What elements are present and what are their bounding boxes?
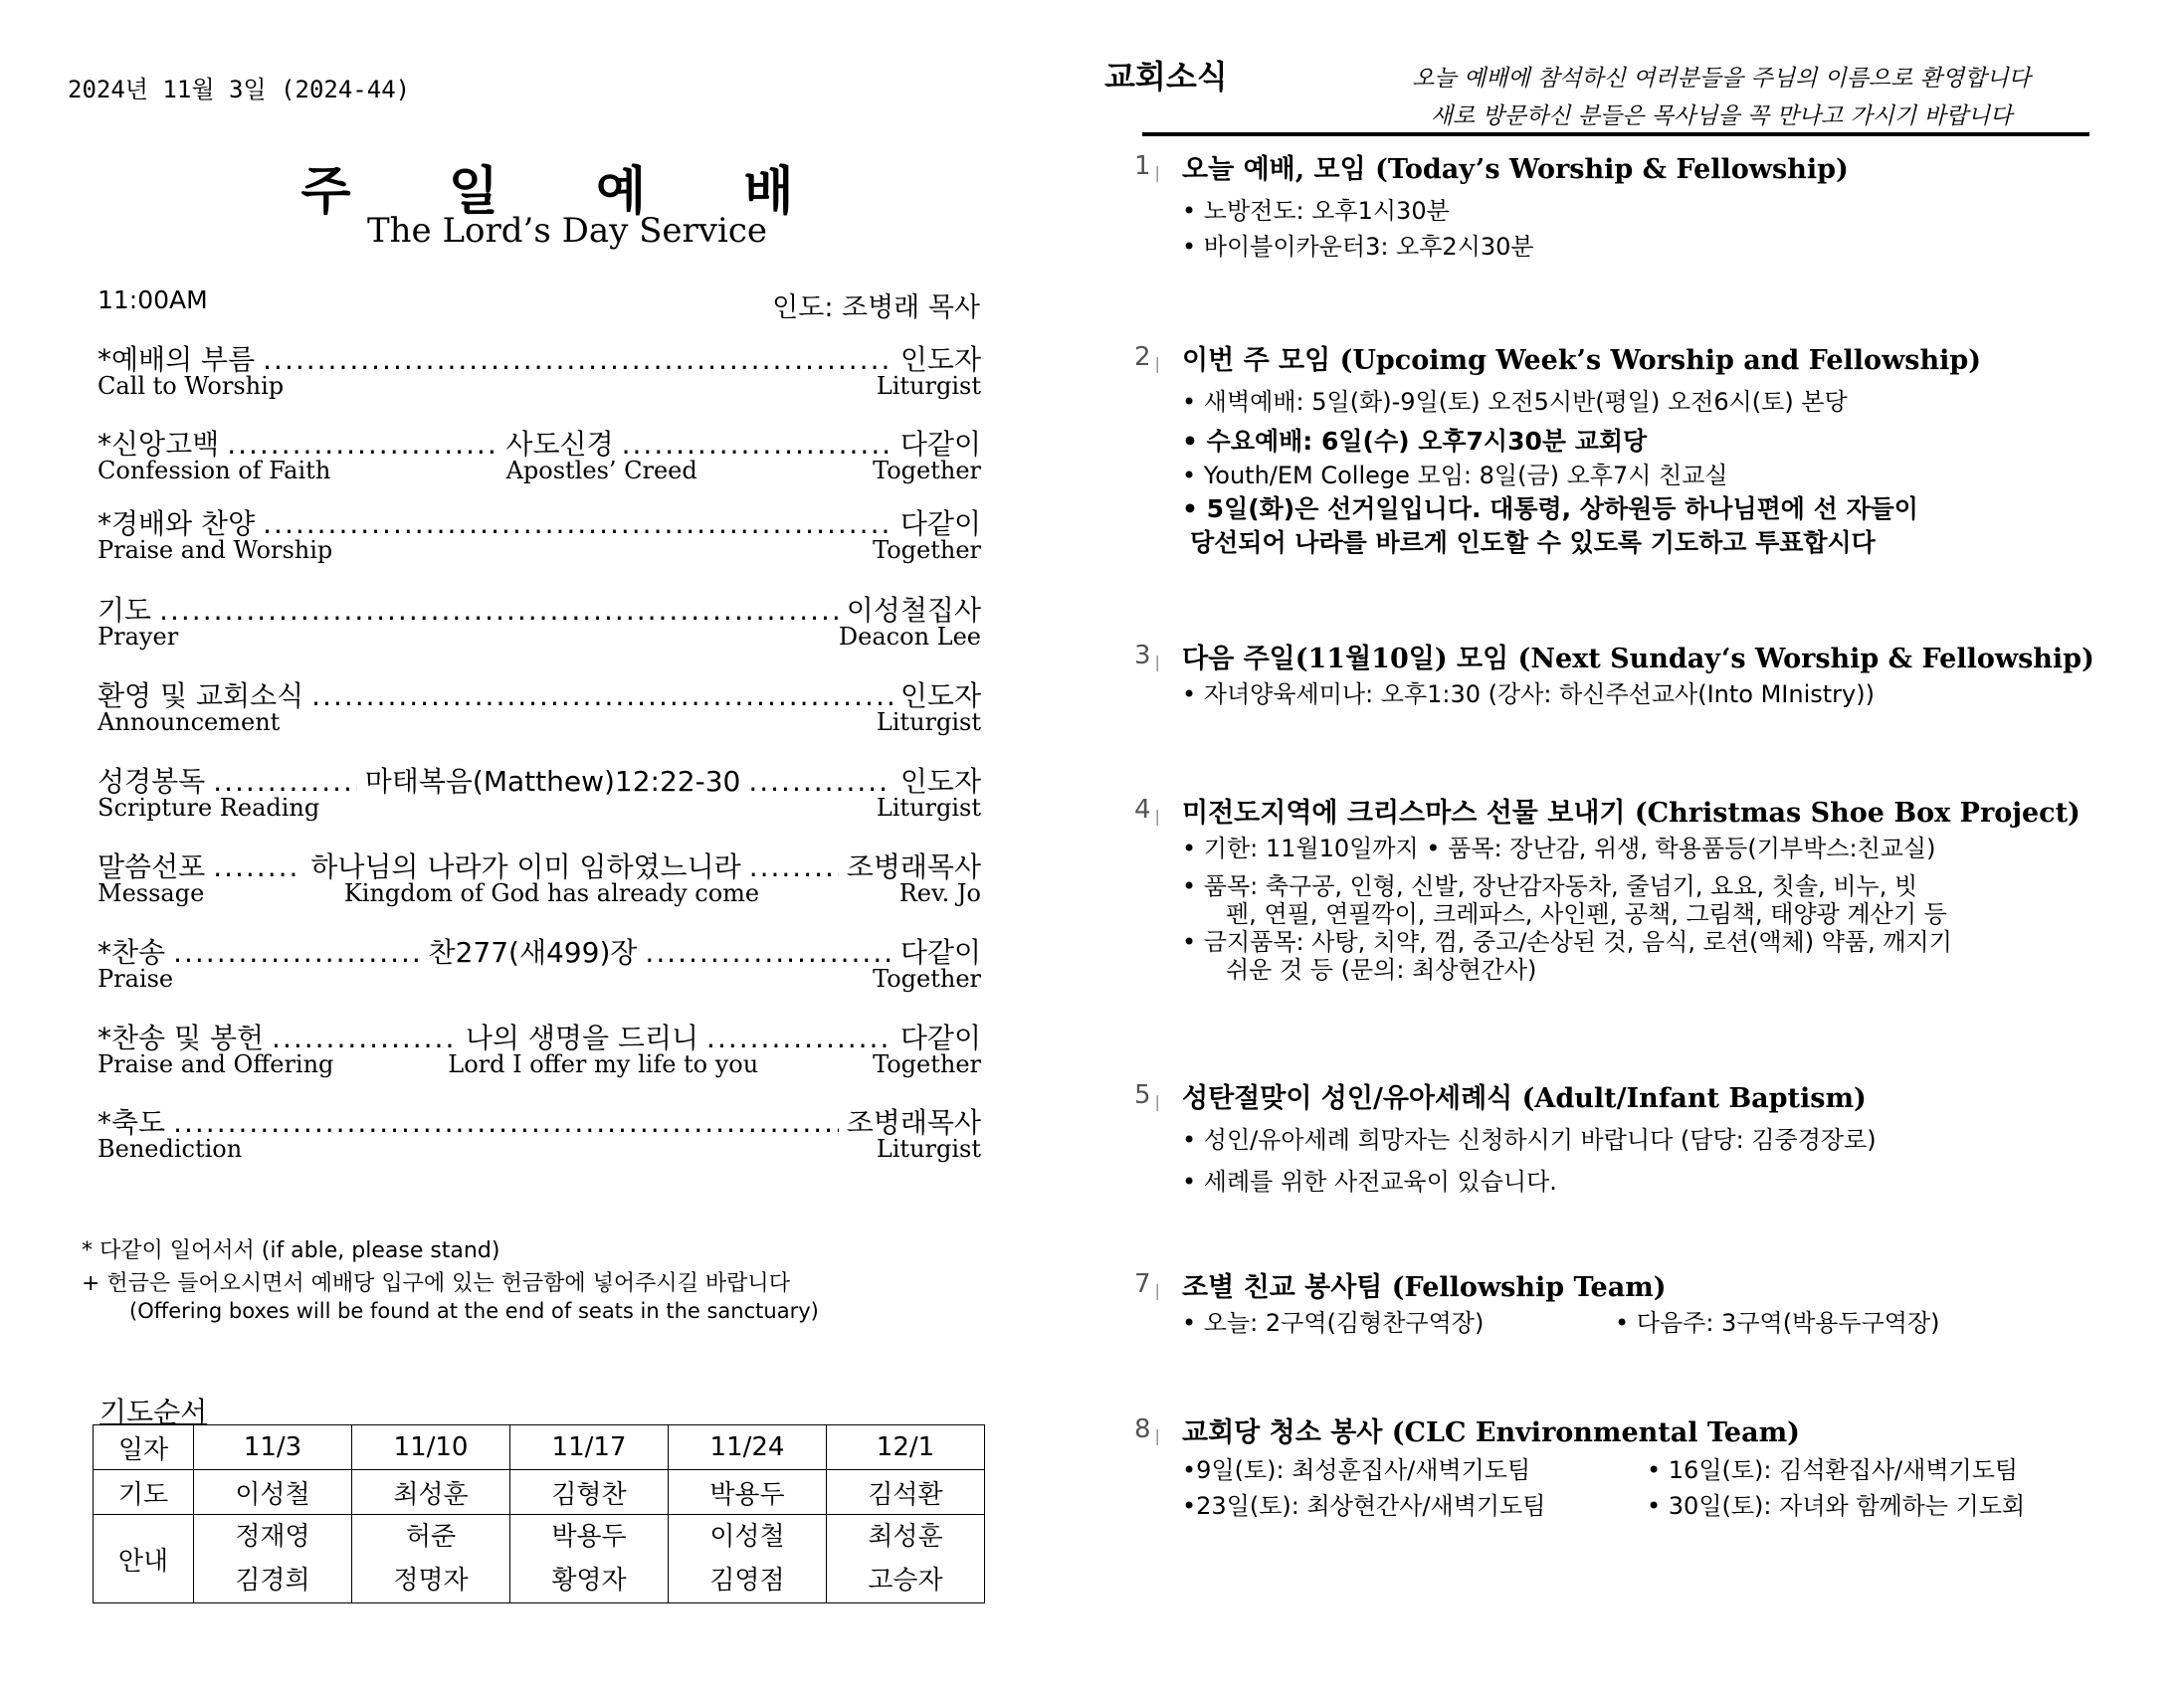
table-cell: 11/17 [510, 1425, 669, 1470]
order-item-korean [98, 1101, 981, 1139]
order-leader-korean: 조병래목사 [846, 850, 982, 883]
section-item-continued: 펜, 연필, 연필깍이, 크레파스, 사인펜, 공책, 그림책, 태양광 계산기 등 [1226, 900, 1947, 928]
order-item-korean [98, 931, 981, 969]
order-leader-english: Together [873, 457, 981, 484]
section-item-continued: 쉬운 것 등 (문의: 최상현간사) [1226, 956, 1537, 984]
section-number: 5 | [1134, 1080, 1160, 1110]
section-item: •23일(토): 최상현간사/새벽기도팀 [1182, 1492, 1546, 1520]
section-item: • 16일(토): 김석환집사/새벽기도팀 [1647, 1456, 2019, 1484]
order-part-korean: 환영 및 교회소식 [98, 679, 304, 712]
order-detail-english: Lord I offer my life to you [448, 1050, 759, 1078]
order-part-english: Message [98, 879, 205, 907]
order-item-english [98, 965, 981, 993]
order-item-english [98, 536, 981, 564]
table-cell: 최성훈 [352, 1470, 510, 1515]
order-leader-english: Liturgist [876, 708, 981, 736]
table-cell: 김석환 [827, 1470, 985, 1515]
section-item-continued: 당선되어 나라를 바르게 인도할 수 있도록 기도하고 투표합시다 [1190, 528, 1876, 557]
order-leader-korean: 조병래목사 [846, 1106, 981, 1139]
order-part-korean: *축도 [98, 1106, 166, 1139]
usher-name: 정재영 [235, 1522, 310, 1552]
section-heading: 미전도지역에 크리스마스 선물 보내기 (Christmas Shoe Box Project) [1182, 798, 2081, 829]
table-cell: 12/1 [827, 1425, 985, 1470]
prayer-schedule-table [93, 1424, 985, 1603]
section-number: 8 | [1134, 1414, 1160, 1444]
order-item-english [98, 708, 981, 736]
order-leader-korean: 다같이 [899, 428, 981, 461]
order-item-korean [98, 1017, 982, 1054]
usher-name: 박용두 [551, 1522, 627, 1552]
section-item: • 세례를 위한 사전교육이 있습니다. [1182, 1168, 1557, 1196]
usher-name: 이성철 [709, 1522, 785, 1552]
table-cell: 기도 [94, 1470, 194, 1515]
table-cell [194, 1515, 352, 1603]
table-cell: 일자 [94, 1425, 194, 1470]
header-divider [1142, 132, 2089, 136]
table-cell [827, 1515, 985, 1603]
order-part-korean: *찬송 및 봉헌 [98, 1022, 265, 1054]
order-detail-korean: 찬277(새499)장 [428, 936, 638, 969]
order-part-korean: *경배와 찬양 [98, 507, 256, 540]
offering-note: + 헌금은 들어오시면서 예배당 입구에 있는 헌금함에 넣어주시길 바랍니다 [82, 1271, 790, 1296]
order-part-english: Prayer [98, 623, 179, 651]
order-item-korean [98, 674, 981, 712]
order-item-korean [98, 338, 981, 376]
order-item-korean [98, 589, 981, 627]
section-item: • 바이블이카운터3: 오후2시30분 [1182, 233, 1534, 261]
order-detail-english: Kingdom of God has already come [343, 879, 760, 907]
order-item [98, 931, 981, 993]
table-cell [352, 1515, 510, 1603]
order-detail-english [319, 794, 877, 822]
order-detail-korean: 나의 생명을 드리니 [465, 1022, 699, 1054]
order-item-english [98, 1135, 981, 1163]
order-part-english: Benediction [98, 1135, 243, 1163]
section-heading: 조별 친교 봉사팀 (Fellowship Team) [1182, 1272, 1667, 1303]
order-item [98, 1017, 981, 1078]
table-row [94, 1515, 985, 1603]
order-detail-english [280, 708, 876, 736]
section-item: • 기한: 11월10일까지 • 품목: 장난감, 위생, 학용품등(기부박스:친교실) [1182, 835, 1936, 862]
order-item [98, 423, 981, 484]
stand-note: * 다같이 일어서서 (if able, please stand) [82, 1238, 500, 1263]
order-leader-korean: 인도자 [899, 343, 981, 376]
order-item-english [98, 457, 981, 484]
order-leader-english: Liturgist [876, 372, 981, 400]
section-item: • 5일(화)은 선거일입니다. 대통령, 상하원등 하나님편에 선 자들이 [1182, 494, 1918, 523]
welcome-line-2: 새로 방문하신 분들은 목사님을 꼭 만나고 가시기 바랍니다 [1430, 103, 2013, 129]
table-cell [669, 1515, 827, 1603]
order-item-english [98, 1050, 981, 1078]
order-item-english [98, 794, 981, 822]
section-number: 3 | [1134, 641, 1160, 670]
table-cell: 이성철 [194, 1470, 352, 1515]
order-leader-korean: 다같이 [899, 936, 981, 969]
service-leader: 인도: 조병래 목사 [772, 292, 980, 323]
order-detail-korean: 마태복음(Matthew)12:22-30 [364, 765, 741, 798]
prayer-schedule-title: 기도순서 [99, 1396, 208, 1428]
order-detail-english [332, 536, 873, 564]
order-leader-english: Liturgist [876, 794, 981, 822]
order-leader-korean: 이성철집사 [846, 594, 981, 627]
order-detail-english [284, 372, 877, 400]
order-detail-korean: 하나님의 나라가 이미 임하였느니라 [310, 850, 741, 883]
section-item: • 노방전도: 오후1시30분 [1182, 197, 1450, 225]
order-part-korean: *찬송 [98, 936, 166, 969]
table-cell: 11/24 [669, 1425, 827, 1470]
order-detail-english [242, 1135, 877, 1163]
section-heading: 다음 주일(11월10일) 모임 (Next Sunday‘s Worship & Fellowship) [1182, 644, 2094, 674]
order-item [98, 338, 981, 400]
section-heading: 이번 주 모임 (Upcoimg Week’s Worship and Fellowship) [1182, 345, 1982, 376]
table-row [94, 1425, 985, 1470]
order-leader-english: Deacon Lee [838, 623, 981, 651]
order-part-english: Scripture Reading [98, 794, 320, 822]
order-part-korean: *예배의 부름 [98, 343, 256, 376]
section-item: • 품목: 축구공, 인형, 신발, 장난감자동차, 줄넘기, 요요, 칫솔, 비누, 빗 [1182, 872, 1918, 900]
order-item-english [98, 372, 981, 400]
order-leader-korean: 인도자 [899, 765, 982, 798]
order-leader-english: Together [873, 1050, 981, 1078]
section-item: • 오늘: 2구역(김형찬구역장) [1182, 1309, 1485, 1337]
section-heading: 교회당 청소 봉사 (CLC Environmental Team) [1182, 1417, 1800, 1448]
order-leader-english: Together [873, 536, 981, 564]
order-item [98, 1101, 981, 1163]
order-item-korean [98, 423, 981, 461]
table-cell: 안내 [94, 1515, 194, 1603]
order-leader-english: Liturgist [876, 1135, 981, 1163]
section-item: • 다음주: 3구역(박용두구역장) [1615, 1309, 1940, 1337]
section-item: • 수요예배: 6일(수) 오후7시30분 교회당 [1182, 427, 1648, 456]
bulletin-date: 2024년 11월 3일 (2024-44) [68, 76, 411, 103]
order-part-english: Praise and Offering [98, 1050, 334, 1078]
usher-name: 황영자 [551, 1566, 627, 1596]
usher-name: 최성훈 [868, 1522, 943, 1552]
section-number: 1 | [1134, 151, 1160, 181]
order-item-korean [98, 760, 982, 798]
order-detail-korean: 사도신경 [505, 428, 614, 461]
table-row [94, 1470, 985, 1515]
section-number: 2 | [1134, 342, 1160, 372]
order-part-korean: 성경봉독 [98, 765, 206, 798]
table-cell: 11/10 [352, 1425, 510, 1470]
order-item [98, 589, 981, 651]
order-leader-korean: 다같이 [899, 1022, 982, 1054]
order-part-english: Announcement [98, 708, 281, 736]
service-time: 11:00AM [98, 285, 208, 314]
section-item: • 성인/유아세례 희망자는 신청하시기 바랍니다 (담당: 김중경장로) [1182, 1126, 1877, 1154]
service-title-english: The Lord’s Day Service [366, 211, 768, 251]
order-item [98, 502, 981, 564]
section-number: 7 | [1134, 1269, 1160, 1299]
usher-name: 고승자 [868, 1566, 943, 1596]
order-leader-english: Rev. Jo [898, 879, 981, 907]
order-leader-english: Together [873, 965, 981, 993]
order-part-english: Confession of Faith [98, 457, 331, 484]
section-heading: 오늘 예배, 모임 (Today’s Worship & Fellowship) [1182, 154, 1849, 185]
section-item: •9일(토): 최성훈집사/새벽기도팀 [1182, 1456, 1531, 1484]
table-cell: 11/3 [194, 1425, 352, 1470]
table-cell: 김형찬 [510, 1470, 669, 1515]
section-heading: 성탄절맞이 성인/유아세례식 (Adult/Infant Baptism) [1182, 1083, 1867, 1114]
order-part-korean: 기도 [98, 594, 152, 627]
order-item [98, 760, 981, 822]
order-item [98, 674, 981, 736]
order-part-english: Praise and Worship [98, 536, 333, 564]
welcome-line-1: 오늘 예배에 참석하신 여러분들을 주님의 이름으로 환영합니다 [1412, 66, 2031, 92]
usher-name: 김경희 [235, 1566, 310, 1596]
order-part-english: Call to Worship [98, 372, 285, 400]
section-number: 4 | [1134, 795, 1160, 825]
section-item: • 자녀양육세미나: 오후1:30 (강사: 하신주선교사(Into MInistry)) [1182, 680, 1875, 708]
order-leader-korean: 인도자 [899, 679, 981, 712]
order-part-korean: 말씀선포 [98, 850, 206, 883]
table-cell [510, 1515, 669, 1603]
section-item: • Youth/EM College 모임: 8일(금) 오후7시 친교실 [1182, 462, 1728, 489]
order-item [98, 846, 981, 907]
offering-note-english: (Offering boxes will be found at the end of seats in the sanctuary) [129, 1299, 819, 1323]
order-detail-english [178, 623, 839, 651]
order-item-korean [98, 502, 981, 540]
usher-name: 김영점 [709, 1566, 785, 1596]
table-cell: 박용두 [669, 1470, 827, 1515]
usher-name: 정명자 [393, 1566, 469, 1596]
news-title: 교회소식 [1104, 58, 1228, 95]
order-item-korean [98, 846, 982, 883]
order-leader-korean: 다같이 [899, 507, 981, 540]
section-item: • 금지품목: 사탕, 치약, 껌, 중고/손상된 것, 음식, 로션(액체) 약품, 깨지기 [1182, 928, 1952, 956]
order-detail-english: Apostles’ Creed [505, 457, 697, 484]
service-title-korean: 주 일 예 배 [300, 162, 834, 222]
section-item: • 새벽예배: 5일(화)-9일(토) 오전5시반(평일) 오전6시(토) 본당 [1182, 388, 1848, 416]
order-detail-english [173, 965, 873, 993]
order-item-english [98, 879, 981, 907]
order-part-english: Praise [98, 965, 174, 993]
usher-name: 허준 [405, 1522, 457, 1552]
section-item: • 30일(토): 자녀와 함께하는 기도회 [1647, 1492, 2026, 1520]
order-part-korean: *신앙고백 [98, 428, 220, 461]
order-item-english [98, 623, 981, 651]
